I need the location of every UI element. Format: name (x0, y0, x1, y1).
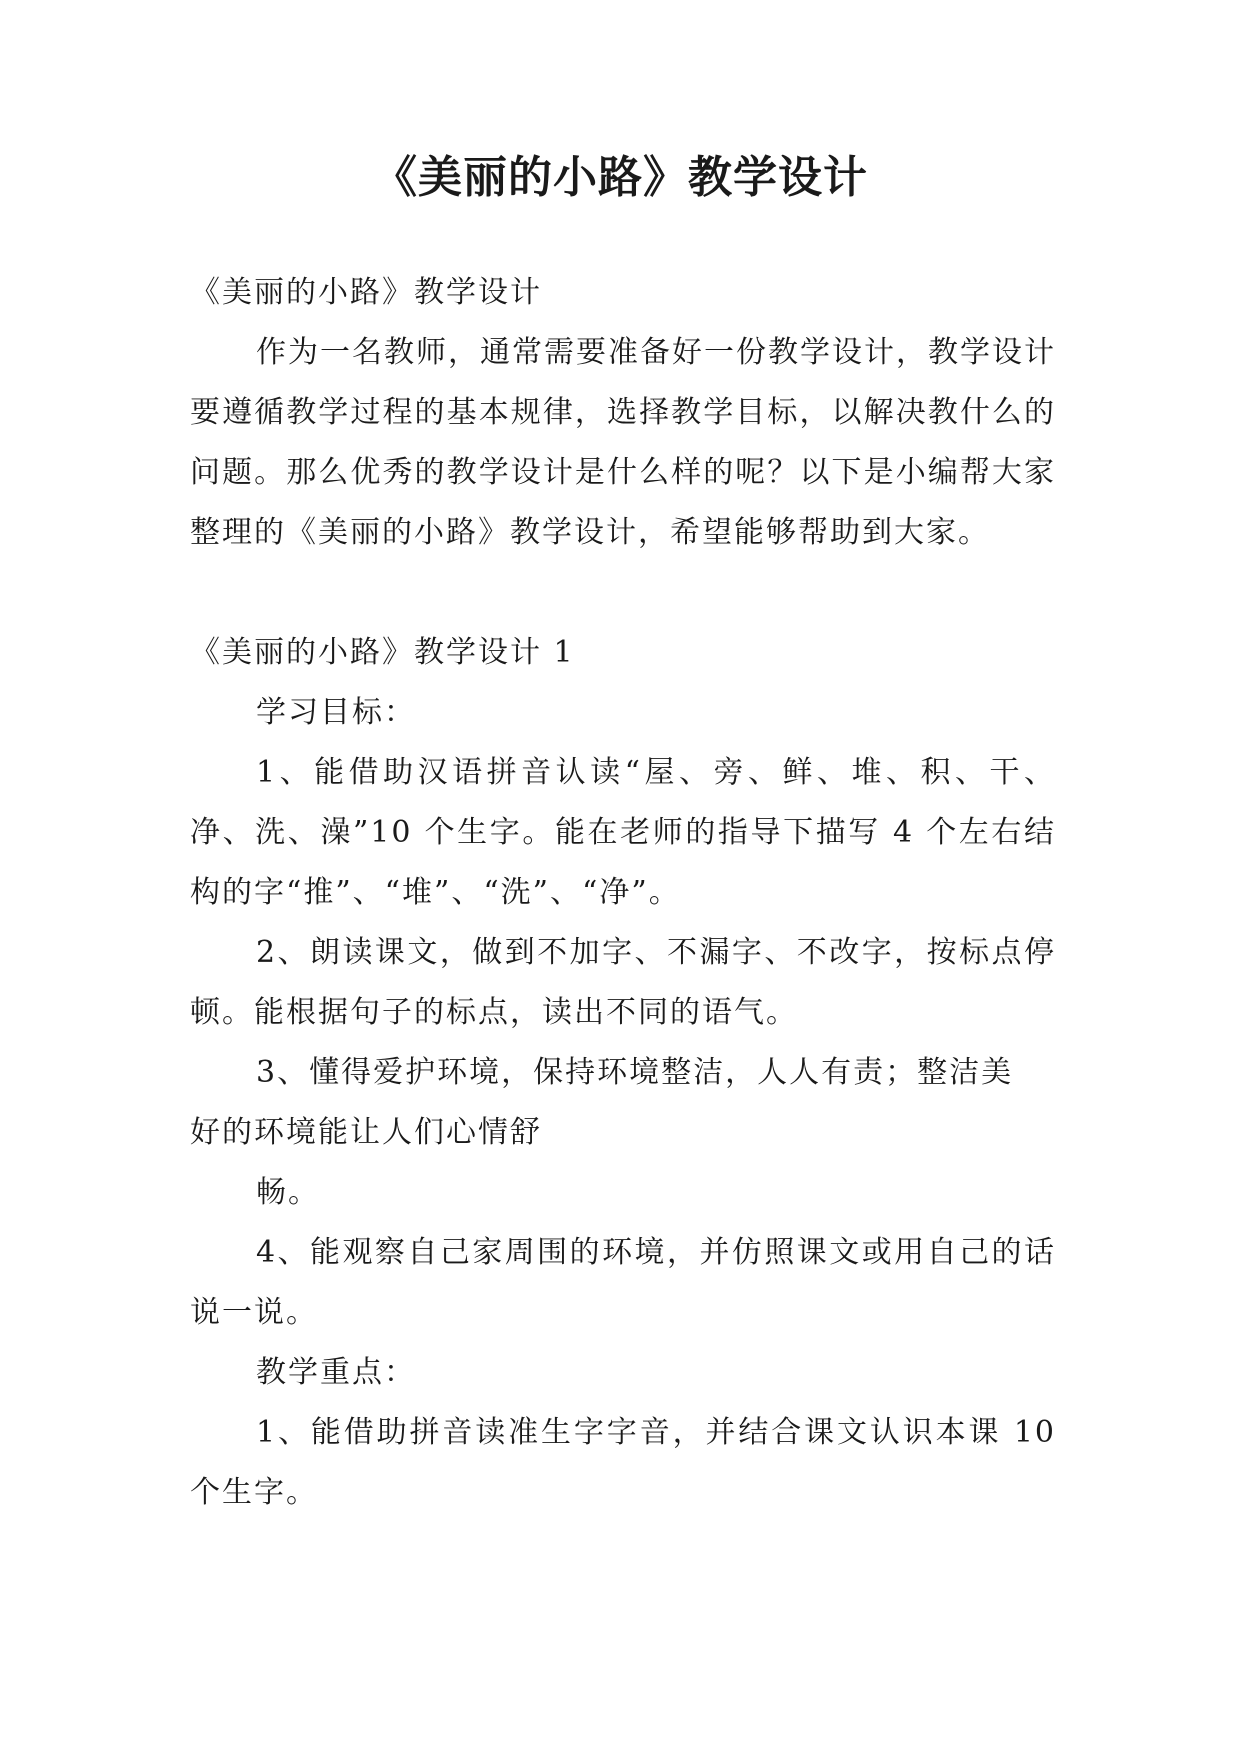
intro-paragraph: 作为一名教师，通常需要准备好一份教学设计，教学设计要遵循教学过程的基本规律，选择教学目标，以解决教什么的问题。那么优秀的教学设计是什么样的呢？以下是小编帮大家整理的《美丽的小路》教学设计，希望能够帮助到大家。 (190, 335, 1056, 550)
key-point-item-1: 1、能借助拼音读准生字字音，并结合课文认识本课 10 个生字。 (190, 1415, 1056, 1510)
goal-item-3-line-2: 好的环境能让人们心情舒 (190, 1115, 542, 1150)
goals-label: 学习目标： (256, 695, 416, 730)
document-title: 《美丽的小路》教学设计 (373, 152, 868, 203)
intro-heading: 《美丽的小路》教学设计 (190, 275, 542, 310)
goal-item-1: 1、能借助汉语拼音认读“屋、旁、鲜、堆、积、干、净、洗、澡”10 个生字。能在老师的指导下描写 4 个左右结构的字“推”、“堆”、“洗”、“净”。 (190, 755, 1056, 910)
goal-item-3-line-1: 3、懂得爱护环境，保持环境整洁，人人有责；整洁美 (256, 1055, 1014, 1090)
key-points-label: 教学重点： (256, 1355, 416, 1390)
document-body (190, 263, 1056, 1523)
goal-item-3-line-3: 畅。 (256, 1175, 320, 1210)
goal-item-2: 2、朗读课文，做到不加字、不漏字、不改字，按标点停顿。能根据句子的标点，读出不同的语气。 (190, 935, 1056, 1030)
paragraph-gap (190, 563, 1056, 623)
goal-item-4: 4、能观察自己家周围的环境，并仿照课文或用自己的话说一说。 (190, 1235, 1056, 1330)
section-heading: 《美丽的小路》教学设计 1 (190, 635, 575, 670)
